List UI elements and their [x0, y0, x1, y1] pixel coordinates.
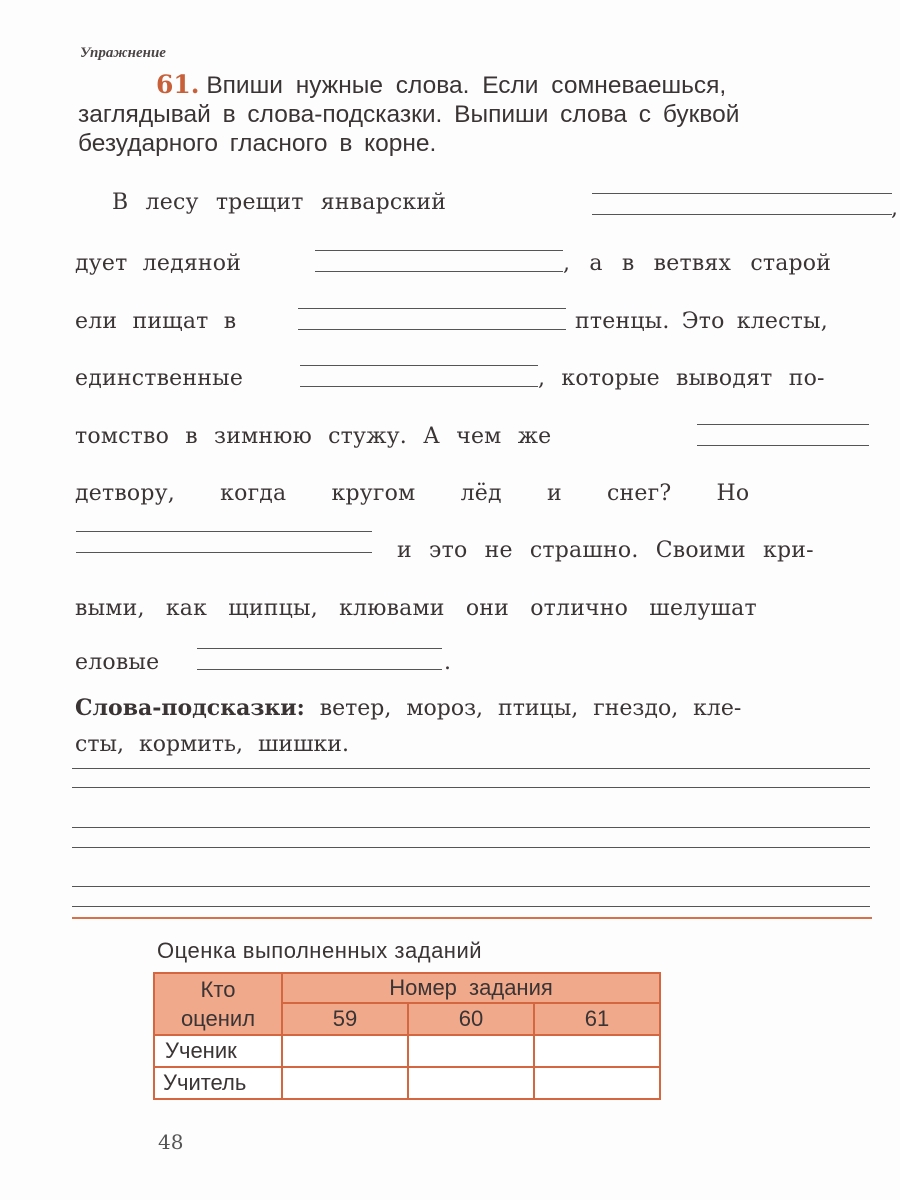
- text-line-3: ели пищат в: [75, 309, 237, 334]
- writing-line-3[interactable]: [72, 827, 870, 828]
- instruction-line-3: безударного гласного в корне.: [78, 130, 437, 157]
- task-col-61: 61: [534, 1003, 660, 1035]
- table-row: [154, 1035, 660, 1067]
- row-label-student: Ученик: [154, 1035, 282, 1067]
- grade-cell-teacher-59[interactable]: [282, 1067, 408, 1099]
- writing-line-4[interactable]: [72, 847, 870, 848]
- exercise-instruction: [78, 70, 898, 158]
- task-col-59: 59: [282, 1003, 408, 1035]
- writing-line-5[interactable]: [72, 886, 870, 887]
- writing-line-2[interactable]: [72, 787, 870, 788]
- header-who-line-1: Кто: [200, 977, 236, 1002]
- text-line-2: дует ледяной: [75, 251, 242, 276]
- hint-words-2: сты, кормить, шишки.: [75, 732, 349, 757]
- text-line-9-end: .: [444, 650, 452, 675]
- row-label-teacher: Учитель: [154, 1067, 282, 1099]
- text-line-1: В лесу трещит январский: [112, 190, 447, 215]
- blank-input-5[interactable]: [697, 424, 869, 446]
- blank-input-3[interactable]: [298, 308, 566, 330]
- task-col-60: 60: [408, 1003, 534, 1035]
- header-who-evaluated: [154, 973, 282, 1035]
- hint-label: Слова-подсказки:: [75, 695, 305, 721]
- instruction-line-1: Впиши нужные слова. Если сомневаешься,: [206, 72, 727, 99]
- evaluation-title: Оценка выполненных заданий: [157, 938, 483, 963]
- grade-cell-student-61[interactable]: [534, 1035, 660, 1067]
- blank-input-4[interactable]: [300, 365, 538, 387]
- text-line-3-end: птенцы. Это клесты,: [575, 309, 828, 334]
- grade-cell-teacher-60[interactable]: [408, 1067, 534, 1099]
- text-line-2-end: , а в ветвях старой: [563, 251, 832, 276]
- table-row: [154, 1067, 660, 1099]
- text-line-1-end: ,: [891, 196, 899, 221]
- exercise-number: 61.: [156, 70, 200, 99]
- blank-input-6[interactable]: [76, 531, 372, 553]
- grade-cell-student-59[interactable]: [282, 1035, 408, 1067]
- text-line-4-end: , которые выводят по-: [538, 366, 825, 391]
- exercise-label: Упражнение: [80, 45, 166, 61]
- text-line-8: выми, как щипцы, клювами они отлично шелушат: [75, 596, 757, 621]
- text-line-5: томство в зимнюю стужу. А чем же: [75, 424, 552, 449]
- section-divider: [72, 917, 872, 919]
- writing-line-1[interactable]: [72, 768, 870, 769]
- page-number: 48: [158, 1130, 184, 1154]
- header-task-number: Номер задания: [282, 973, 660, 1003]
- text-line-7-end: и это не страшно. Своими кри-: [397, 538, 814, 563]
- blank-input-1[interactable]: [592, 193, 892, 215]
- grade-cell-student-60[interactable]: [408, 1035, 534, 1067]
- hint-words-1: ветер, мороз, птицы, гнездо, кле-: [304, 696, 742, 721]
- hint-block: [75, 690, 741, 763]
- text-line-9: еловые: [75, 650, 160, 675]
- evaluation-table: [153, 972, 661, 1100]
- instruction-line-2: заглядывай в слова-подсказки. Выпиши слова с буквой: [78, 101, 740, 128]
- blank-input-2[interactable]: [315, 250, 563, 272]
- text-line-4: единственные: [75, 366, 244, 391]
- blank-input-7[interactable]: [197, 648, 442, 670]
- text-line-6: детвору, когда кругом лёд и снег? Но: [75, 481, 750, 506]
- writing-line-6[interactable]: [72, 906, 870, 907]
- header-who-line-2: оценил: [180, 1006, 256, 1031]
- grade-cell-teacher-61[interactable]: [534, 1067, 660, 1099]
